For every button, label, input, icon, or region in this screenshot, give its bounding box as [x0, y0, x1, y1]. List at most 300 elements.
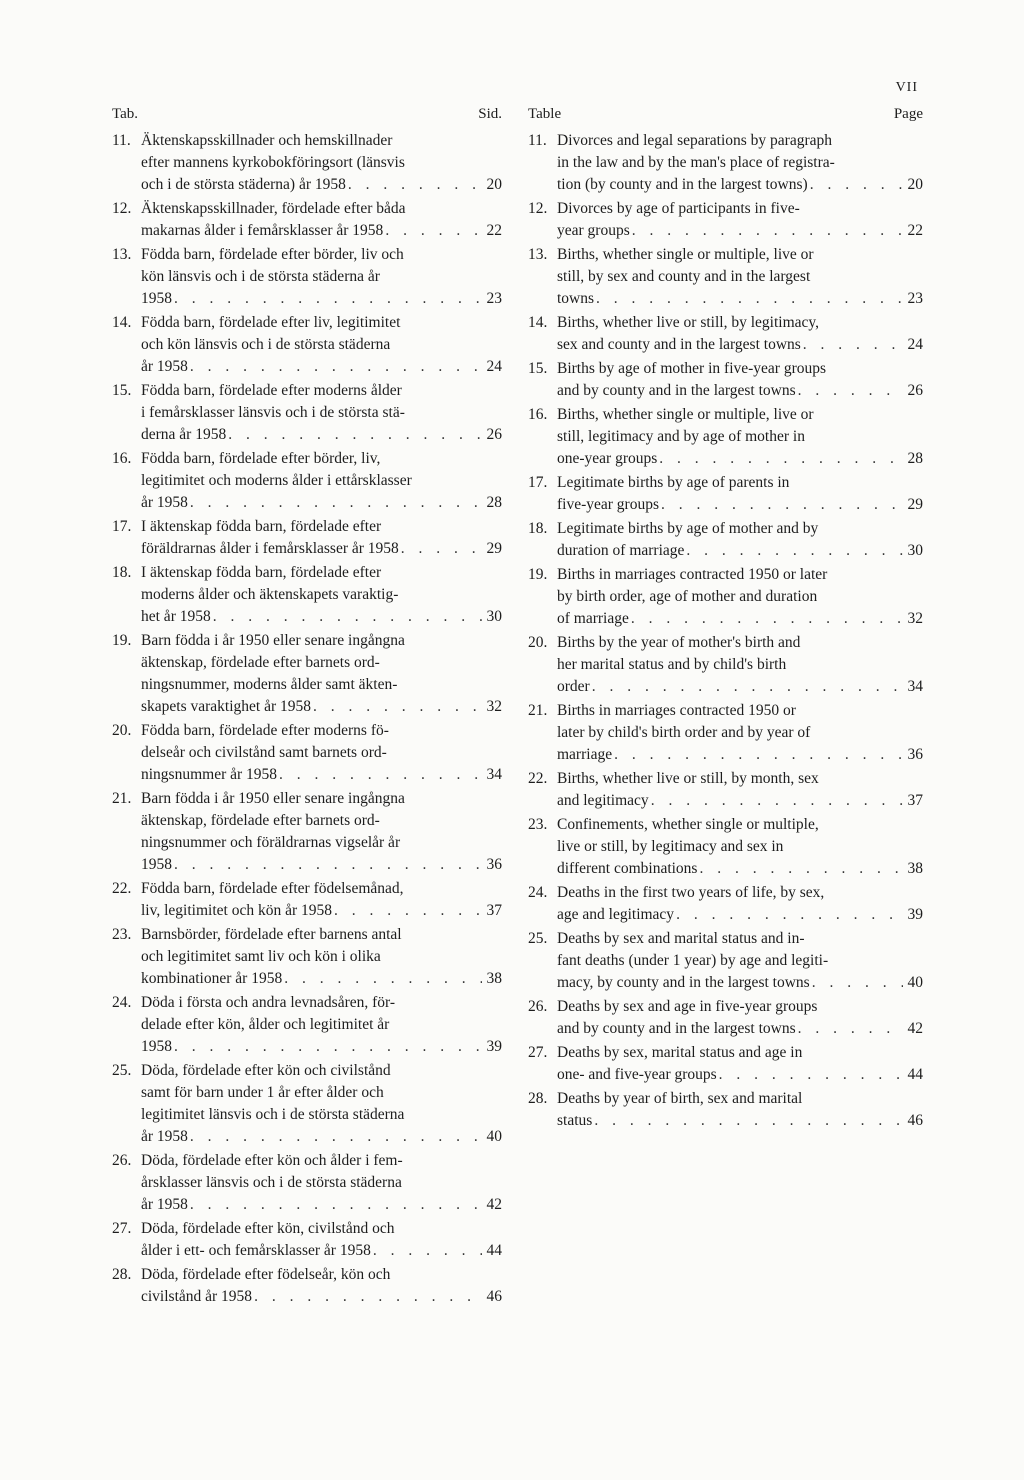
leader-dots [699, 858, 903, 880]
entry-line: Döda, fördelade efter kön, civilstånd och [141, 1220, 395, 1237]
toc-entry [528, 814, 923, 880]
entry-text [528, 564, 923, 630]
entry-line: 1958 [141, 1038, 172, 1055]
entry-last-line [557, 334, 923, 356]
entry-page-number: 28 [486, 494, 502, 511]
entry-line: Births in marriages contracted 1950 or [557, 702, 796, 719]
entry-last-line [557, 972, 923, 994]
toc-entry [112, 130, 502, 196]
leader-dots [798, 380, 903, 402]
entry-line: ningsnummer, moderns ålder samt äkten- [141, 676, 398, 693]
entry-line: live or still, by legitimacy and sex in [557, 838, 784, 855]
entry-line: and by county and in the largest towns [557, 382, 796, 399]
entry-line: kön länsvis och i de största städerna år [141, 268, 380, 285]
entry-last-line [557, 540, 923, 562]
entry-number: 24. [528, 884, 548, 901]
entry-page-number: 39 [486, 1038, 502, 1055]
entry-line: efter mannens kyrkobokföringsort (länsvis [141, 154, 405, 171]
entry-line: och kön länsvis och i de största städerna [141, 336, 391, 353]
entry-line: het år 1958 [141, 608, 211, 625]
swedish-column [112, 106, 502, 1308]
entry-last-line [557, 608, 923, 630]
entry-line: five-year groups [557, 496, 659, 513]
entry-number: 20. [528, 634, 548, 651]
entry-text [528, 928, 923, 994]
entry-number: 28. [112, 1266, 132, 1283]
entry-text [528, 244, 923, 310]
entry-page-number: 26 [486, 426, 502, 443]
entry-line: derna år 1958 [141, 426, 227, 443]
entry-last-line [557, 448, 923, 470]
leader-dots [810, 174, 903, 196]
entry-line: delade efter kön, ålder och legitimitet år [141, 1016, 390, 1033]
entry-page-number: 40 [486, 1128, 502, 1145]
entry-page-number: 24 [907, 336, 923, 353]
entry-last-line [557, 174, 923, 196]
entry-line: och i de största städerna) år 1958 [141, 176, 346, 193]
leader-dots [592, 676, 903, 698]
entry-number: 22. [112, 880, 132, 897]
entry-line: Confinements, whether single or multiple, [557, 816, 819, 833]
entry-last-line [557, 744, 923, 766]
entry-line: Döda, fördelade efter födelseår, kön och [141, 1266, 391, 1283]
entry-last-line [141, 1194, 502, 1216]
entry-line: Births by age of mother in five-year groups [557, 360, 827, 377]
entry-number: 22. [528, 770, 548, 787]
entry-line: age and legitimacy [557, 906, 675, 923]
entry-page-number: 30 [907, 542, 923, 559]
entry-last-line [141, 764, 502, 786]
entry-line: i femårsklasser länsvis och i de största stä- [141, 404, 405, 421]
entry-last-line [141, 968, 502, 990]
entry-number: 23. [528, 816, 548, 833]
entry-line: ningsnummer och föräldrarnas vigselår år [141, 834, 401, 851]
entry-last-line [557, 1110, 923, 1132]
entry-text [528, 882, 923, 926]
page-label: Sid. [478, 106, 502, 122]
entry-line: äktenskap, fördelade efter barnets ord- [141, 812, 380, 829]
entry-line: Döda i första och andra levnadsåren, för- [141, 994, 396, 1011]
entry-text [528, 814, 923, 880]
toc-entry [112, 1264, 502, 1308]
entry-last-line [557, 380, 923, 402]
toc-entry [528, 198, 923, 242]
entry-line: Births, whether single or multiple, live or [557, 246, 814, 263]
entry-number: 26. [112, 1152, 132, 1169]
toc-entry [528, 632, 923, 698]
entry-line: Barnsbörder, fördelade efter barnens antal [141, 926, 402, 943]
leader-dots [594, 1110, 903, 1132]
entry-last-line [141, 854, 502, 876]
entry-number: 17. [112, 518, 132, 535]
leader-dots [279, 764, 482, 786]
entry-page-number: 38 [907, 860, 923, 877]
entry-text [112, 630, 502, 718]
entry-last-line [141, 492, 502, 514]
entry-text [528, 312, 923, 356]
leader-dots [596, 288, 903, 310]
entry-line: Deaths by sex, marital status and age in [557, 1044, 803, 1061]
table-label: Tab. [112, 106, 139, 122]
toc-entry [528, 1088, 923, 1132]
leader-dots [174, 854, 482, 876]
entry-page-number: 20 [486, 176, 502, 193]
entry-page-number: 42 [486, 1196, 502, 1213]
entry-page-number: 28 [907, 450, 923, 467]
leader-dots [651, 790, 903, 812]
toc-entry [528, 130, 923, 196]
entry-line: her marital status and by child's birth [557, 656, 787, 673]
entry-number: 21. [528, 702, 548, 719]
entry-line: Legitimate births by age of parents in [557, 474, 790, 491]
entry-number: 14. [528, 314, 548, 331]
entry-last-line [141, 696, 502, 718]
entry-line: årsklasser länsvis och i de största städerna [141, 1174, 402, 1191]
english-column-header [528, 106, 923, 128]
leader-dots [676, 904, 903, 926]
entry-line: 1958 [141, 856, 172, 873]
entry-page-number: 46 [907, 1112, 923, 1129]
entry-page-number: 22 [486, 222, 502, 239]
entry-last-line [557, 288, 923, 310]
entry-line: status [557, 1112, 593, 1129]
entry-line: år 1958 [141, 1128, 188, 1145]
entry-line: Deaths by year of birth, sex and marital [557, 1090, 803, 1107]
leader-dots [373, 1240, 482, 1262]
toc-entry [528, 404, 923, 470]
toc-entry [112, 1060, 502, 1148]
entry-line: duration of marriage [557, 542, 685, 559]
entry-line: ningsnummer år 1958 [141, 766, 278, 783]
english-entries [528, 130, 923, 1132]
entry-last-line [141, 220, 502, 242]
page-label: Page [893, 106, 923, 122]
entry-text [112, 198, 502, 242]
entry-last-line [557, 790, 923, 812]
entry-page-number: 23 [907, 290, 923, 307]
entry-line: Födda barn, fördelade efter börder, liv, [141, 450, 381, 467]
entry-last-line [557, 904, 923, 926]
entry-page-number: 36 [486, 856, 502, 873]
entry-line: liv, legitimitet och kön år 1958 [141, 902, 332, 919]
entry-page-number: 26 [907, 382, 923, 399]
entry-line: still, by sex and county and in the largest [557, 268, 811, 285]
entry-page-number: 46 [486, 1288, 502, 1305]
leader-dots [190, 1194, 482, 1216]
entry-text [528, 358, 923, 402]
toc-entry [112, 720, 502, 786]
entry-last-line [141, 538, 502, 560]
toc-entry [528, 996, 923, 1040]
entry-line: Births, whether live or still, by month, sex [557, 770, 819, 787]
table-label: Table [528, 106, 562, 122]
entry-page-number: 37 [486, 902, 502, 919]
entry-line: Legitimate births by age of mother and by [557, 520, 819, 537]
entry-line: marriage [557, 746, 613, 763]
swedish-entries [112, 130, 502, 1308]
entry-text [112, 1218, 502, 1262]
entry-line: ålder i ett- och femårsklasser år 1958 [141, 1242, 371, 1259]
entry-last-line [557, 1018, 923, 1040]
toc-entry [112, 516, 502, 560]
entry-line: år 1958 [141, 1196, 188, 1213]
entry-last-line [141, 900, 502, 922]
leader-dots [686, 540, 903, 562]
leader-dots [719, 1064, 903, 1086]
leader-dots [190, 492, 482, 514]
entry-page-number: 34 [486, 766, 502, 783]
entry-number: 23. [112, 926, 132, 943]
entry-line: Deaths by sex and age in five-year groups [557, 998, 818, 1015]
entry-page-number: 23 [486, 290, 502, 307]
entry-text [112, 1264, 502, 1308]
entry-text [528, 130, 923, 196]
toc-entry [112, 924, 502, 990]
entry-line: Births in marriages contracted 1950 or later [557, 566, 828, 583]
leader-dots [659, 448, 903, 470]
entry-text [528, 198, 923, 242]
leader-dots [614, 744, 903, 766]
entry-line: 1958 [141, 290, 172, 307]
entry-page-number: 20 [907, 176, 923, 193]
entry-number: 26. [528, 998, 548, 1015]
entry-text [112, 244, 502, 310]
leader-dots [401, 538, 482, 560]
entry-line: by birth order, age of mother and duration [557, 588, 818, 605]
entry-line: Divorces and legal separations by paragraph [557, 132, 833, 149]
entry-number: 16. [528, 406, 548, 423]
entry-page-number: 39 [907, 906, 923, 923]
toc-entry [112, 562, 502, 628]
entry-line: Äktenskapsskillnader, fördelade efter båda [141, 200, 406, 217]
entry-line: sex and county and in the largest towns [557, 336, 801, 353]
entry-page-number: 30 [486, 608, 502, 625]
entry-line: and legitimacy [557, 792, 649, 809]
entry-last-line [141, 1286, 502, 1308]
leader-dots [632, 220, 903, 242]
toc-entry [528, 358, 923, 402]
toc-entry [112, 992, 502, 1058]
entry-text [528, 1042, 923, 1086]
entry-last-line [141, 356, 502, 378]
entry-line: Births by the year of mother's birth and [557, 634, 801, 651]
leader-dots [313, 696, 482, 718]
toc-entry [528, 244, 923, 310]
entry-last-line [141, 1036, 502, 1058]
leader-dots [174, 288, 482, 310]
entry-number: 11. [112, 132, 131, 149]
leader-dots [334, 900, 482, 922]
entry-line: Döda, fördelade efter kön och civilstånd [141, 1062, 391, 1079]
entry-line: in the law and by the man's place of registra- [557, 154, 835, 171]
entry-line: Deaths by sex and marital status and in- [557, 930, 805, 947]
entry-text [112, 516, 502, 560]
leader-dots [190, 356, 482, 378]
entry-page-number: 22 [907, 222, 923, 239]
entry-last-line [141, 606, 502, 628]
leader-dots [661, 494, 903, 516]
toc-entry [528, 472, 923, 516]
entry-text [112, 448, 502, 514]
entry-last-line [557, 1064, 923, 1086]
entry-number: 18. [112, 564, 132, 581]
entry-number: 11. [528, 132, 547, 149]
entry-line: towns [557, 290, 595, 307]
entry-line: civilstånd år 1958 [141, 1288, 253, 1305]
entry-number: 16. [112, 450, 132, 467]
entry-page-number: 24 [486, 358, 502, 375]
swedish-column-header [112, 106, 502, 128]
entry-number: 18. [528, 520, 548, 537]
leader-dots [348, 174, 482, 196]
entry-page-number: 44 [486, 1242, 502, 1259]
entry-page-number: 29 [486, 540, 502, 557]
entry-last-line [141, 424, 502, 446]
entry-text [112, 562, 502, 628]
entry-line: föräldrarnas ålder i femårsklasser år 1958 [141, 540, 399, 557]
toc-entry [112, 312, 502, 378]
entry-last-line [141, 1240, 502, 1262]
entry-line: Deaths in the first two years of life, by sex, [557, 884, 825, 901]
entry-last-line [141, 174, 502, 196]
entry-text [528, 632, 923, 698]
entry-page-number: 29 [907, 496, 923, 513]
entry-line: Barn födda i år 1950 eller senare ingångna [141, 632, 405, 649]
leader-dots [174, 1036, 482, 1058]
entry-text [528, 518, 923, 562]
entry-last-line [557, 858, 923, 880]
toc-entry [112, 878, 502, 922]
toc-entry [528, 882, 923, 926]
entry-line: år 1958 [141, 494, 188, 511]
entry-line: I äktenskap födda barn, fördelade efter [141, 518, 382, 535]
toc-entry [112, 1150, 502, 1216]
entry-line: still, legitimacy and by age of mother in [557, 428, 805, 445]
entry-text [112, 312, 502, 378]
entry-line: Döda, fördelade efter kön och ålder i fem- [141, 1152, 403, 1169]
entry-number: 27. [528, 1044, 548, 1061]
entry-text [112, 878, 502, 922]
entry-page-number: 38 [486, 970, 502, 987]
entry-line: I äktenskap födda barn, fördelade efter [141, 564, 382, 581]
entry-line: skapets varaktighet år 1958 [141, 698, 312, 715]
entry-line: Divorces by age of participants in five- [557, 200, 800, 217]
entry-line: kombinationer år 1958 [141, 970, 283, 987]
entry-number: 12. [528, 200, 548, 217]
toc-entry [112, 630, 502, 718]
page-number: VII [895, 80, 918, 95]
entry-line: Födda barn, fördelade efter födelsemånad, [141, 880, 404, 897]
toc-entry [528, 768, 923, 812]
entry-line: år 1958 [141, 358, 188, 375]
entry-number: 13. [528, 246, 548, 263]
entry-number: 14. [112, 314, 132, 331]
leader-dots [803, 334, 903, 356]
entry-number: 15. [528, 360, 548, 377]
entry-line: Barn födda i år 1950 eller senare ingångna [141, 790, 405, 807]
entry-last-line [557, 676, 923, 698]
entry-line: och legitimitet samt liv och kön i olika [141, 948, 381, 965]
entry-line: Births, whether live or still, by legitimacy, [557, 314, 820, 331]
entry-line: and by county and in the largest towns [557, 1020, 796, 1037]
leader-dots [190, 1126, 482, 1148]
entry-line: Födda barn, fördelade efter moderns fö- [141, 722, 389, 739]
entry-text [528, 768, 923, 812]
entry-line: tion (by county and in the largest towns) [557, 176, 808, 193]
entry-text [528, 1088, 923, 1132]
toc-entry [528, 518, 923, 562]
entry-line: later by child's birth order and by year of [557, 724, 811, 741]
entry-text [112, 992, 502, 1058]
toc-entry [112, 788, 502, 876]
entry-number: 20. [112, 722, 132, 739]
leader-dots [228, 424, 482, 446]
entry-line: Äktenskapsskillnader och hemskillnader [141, 132, 393, 149]
toc-entry [528, 700, 923, 766]
entry-number: 25. [528, 930, 548, 947]
leader-dots [812, 972, 903, 994]
entry-line: äktenskap, fördelade efter barnets ord- [141, 654, 380, 671]
entry-number: 17. [528, 474, 548, 491]
toc-entry [112, 380, 502, 446]
entry-text [112, 788, 502, 876]
leader-dots [213, 606, 482, 628]
entry-text [528, 404, 923, 470]
entry-line: delseår och civilstånd samt barnets ord- [141, 744, 387, 761]
entry-number: 27. [112, 1220, 132, 1237]
leader-dots [631, 608, 903, 630]
entry-line: year groups [557, 222, 630, 239]
entry-page-number: 44 [907, 1066, 923, 1083]
entry-number: 28. [528, 1090, 548, 1107]
entry-number: 19. [528, 566, 548, 583]
entry-line: Födda barn, fördelade efter moderns ålder [141, 382, 402, 399]
entry-line: fant deaths (under 1 year) by age and legiti- [557, 952, 829, 969]
entry-line: macy, by county and in the largest towns [557, 974, 810, 991]
entry-text [112, 1150, 502, 1216]
entry-number: 21. [112, 790, 132, 807]
entry-last-line [557, 494, 923, 516]
english-column [528, 106, 923, 1132]
entry-line: one- and five-year groups [557, 1066, 717, 1083]
entry-number: 13. [112, 246, 132, 263]
leader-dots [798, 1018, 903, 1040]
entry-line: makarnas ålder i femårsklasser år 1958 [141, 222, 384, 239]
entry-text [112, 1060, 502, 1148]
entry-line: Födda barn, fördelade efter liv, legitimitet [141, 314, 401, 331]
entry-number: 12. [112, 200, 132, 217]
entry-page-number: 32 [486, 698, 502, 715]
entry-line: different combinations [557, 860, 698, 877]
entry-number: 19. [112, 632, 132, 649]
entry-page-number: 42 [907, 1020, 923, 1037]
entry-number: 24. [112, 994, 132, 1011]
entry-line: of marriage [557, 610, 629, 627]
toc-entry [528, 312, 923, 356]
entry-last-line [557, 220, 923, 242]
leader-dots [254, 1286, 482, 1308]
toc-entry [112, 244, 502, 310]
entry-line: order [557, 678, 590, 695]
leader-dots [284, 968, 482, 990]
toc-entry [528, 564, 923, 630]
toc-entry [112, 1218, 502, 1262]
entry-last-line [141, 288, 502, 310]
toc-entry [528, 1042, 923, 1086]
entry-page-number: 37 [907, 792, 923, 809]
entry-last-line [141, 1126, 502, 1148]
entry-text [112, 130, 502, 196]
